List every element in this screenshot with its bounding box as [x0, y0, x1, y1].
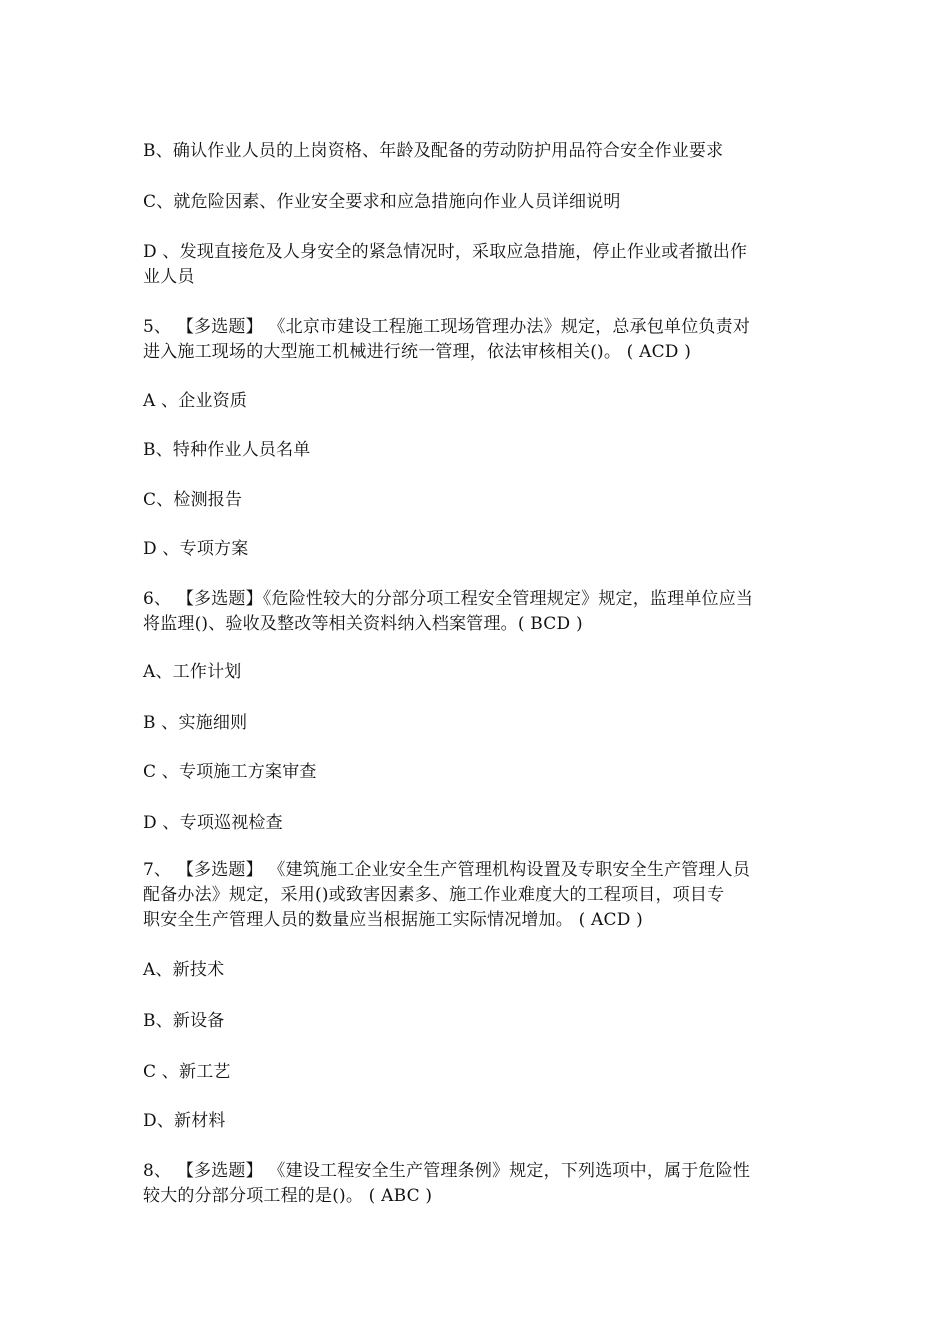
option-line: C 、新工艺 [143, 1062, 231, 1082]
question-7-line-1: 7、 【多选题】 《建筑施工企业安全生产管理机构设置及专职安全生产管理人员 [143, 860, 751, 880]
option-line: D 、专项巡视检查 [143, 813, 283, 833]
question-7-line-2: 配备办法》规定，采用()或致害因素多、施工作业难度大的工程项目，项目专 [143, 885, 725, 905]
option-line: D、新材料 [143, 1111, 226, 1131]
option-line: C 、专项施工方案审查 [143, 762, 317, 782]
option-line: C、就危险因素、作业安全要求和应急措施向作业人员详细说明 [143, 192, 621, 212]
option-line: B、特种作业人员名单 [143, 440, 311, 460]
option-line: B、新设备 [143, 1011, 225, 1031]
question-7-line-3: 职安全生产管理人员的数量应当根据施工实际情况增加。 ( ACD ) [143, 910, 643, 930]
question-8-line-2: 较大的分部分项工程的是()。 ( ABC ) [143, 1186, 433, 1206]
option-line: D 、专项方案 [143, 539, 249, 559]
option-line: B、确认作业人员的上岗资格、年龄及配备的劳动防护用品符合安全作业要求 [143, 141, 724, 161]
question-5-line-2: 进入施工现场的大型施工机械进行统一管理，依法审核相关()。 ( ACD ) [143, 342, 692, 362]
option-line-continued: 业人员 [143, 267, 195, 287]
option-line: A、工作计划 [143, 662, 242, 682]
question-6-line-1: 6、 【多选题】《危险性较大的分部分项工程安全管理规定》规定，监理单位应当 [143, 589, 754, 609]
option-line: A 、企业资质 [143, 391, 248, 411]
question-5-line-1: 5、 【多选题】 《北京市建设工程施工现场管理办法》规定，总承包单位负责对 [143, 317, 751, 337]
question-8-line-1: 8、 【多选题】 《建设工程安全生产管理条例》规定，下列选项中，属于危险性 [143, 1161, 751, 1181]
option-line: C、检测报告 [143, 490, 243, 510]
option-line: A、新技术 [143, 960, 225, 980]
option-line: B 、实施细则 [143, 713, 248, 733]
option-line: D 、发现直接危及人身安全的紧急情况时，采取应急措施，停止作业或者撤出作 [143, 242, 748, 262]
question-6-line-2: 将监理()、验收及整改等相关资料纳入档案管理。( BCD ) [143, 614, 583, 634]
